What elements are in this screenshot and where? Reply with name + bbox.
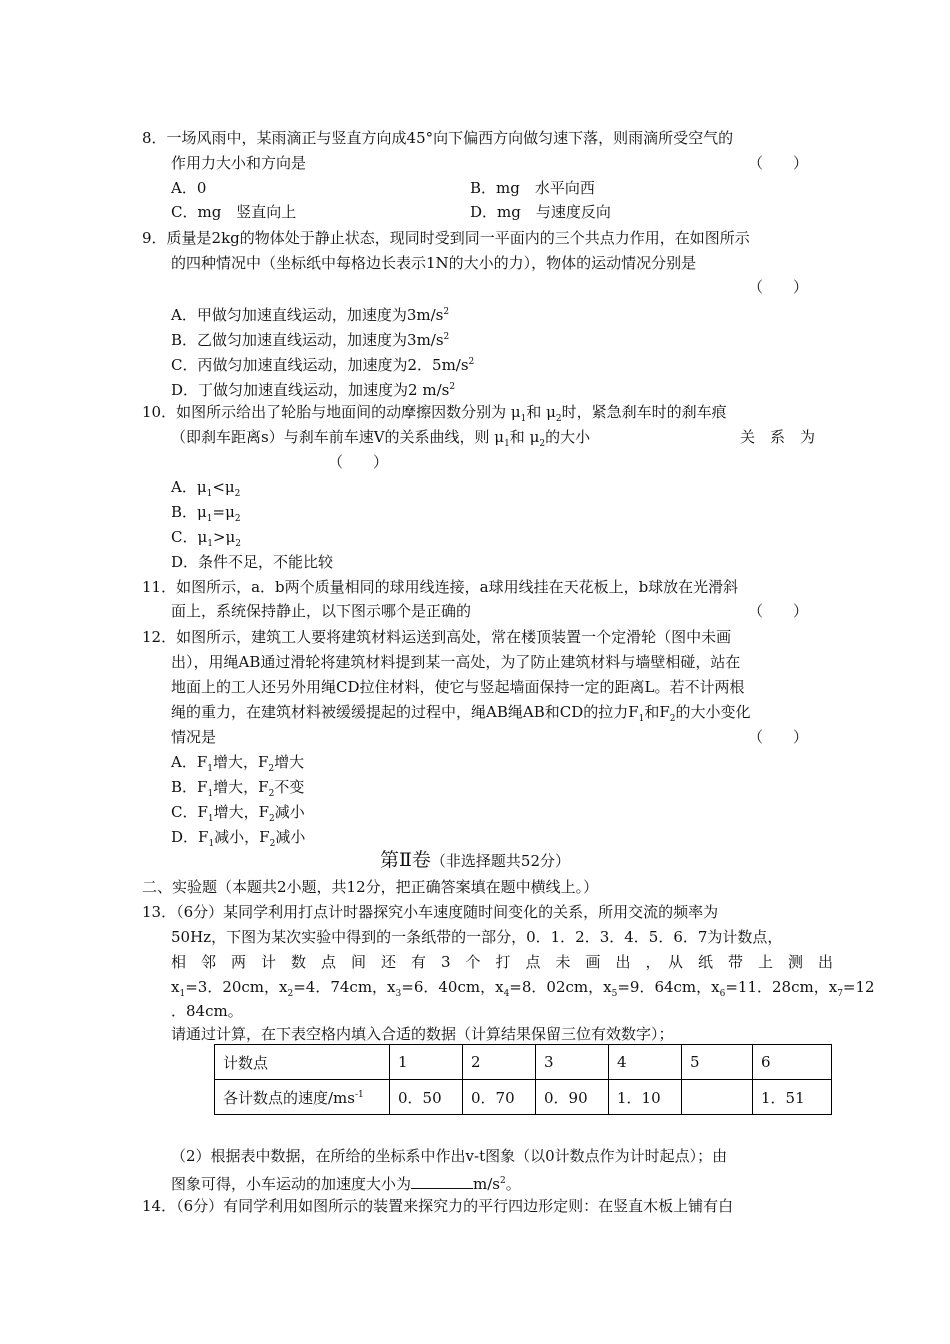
q12-stem-line2: 出），用绳AB通过滑轮将建筑材料提到某一高处，为了防止建筑材料与墙壁相碰，站在 (171, 653, 741, 671)
q8-stem-line2: 作用力大小和方向是 (171, 154, 307, 172)
q9-stem-line1: 9．质量是2kg的物体处于静止状态，现同时受到同一平面内的三个共点力作用，在如图所示 (142, 229, 750, 247)
q12-option-d: D．$F_1$减小，$F_2$减小 (171, 828, 306, 849)
table-cell: 1 (390, 1045, 463, 1080)
table-cell: 4 (609, 1045, 682, 1080)
q9-option-b: B．乙做匀加速直线运动，加速度为$3m/s^2$ (171, 331, 450, 349)
table-cell: 0．50 (390, 1080, 463, 1115)
q10-option-b: B．$\mu_1=\mu_2$ (171, 503, 241, 524)
q13-stem-line4: $x_1=3$．20cm，$x_2=4$．74cm，$x_3=6$．40cm，$x_4=8$．02cm，$x_5=9$．64cm，$x_6=11$．28cm，$x_7=12$ (171, 978, 875, 999)
table-cell: 6 (753, 1045, 832, 1080)
section2-title: 第Ⅱ卷（非选择题共52分） (379, 849, 570, 871)
q11-stem-line2: 面上，系统保持静止，以下图示哪个是正确的 (171, 602, 472, 620)
q11-answer-paren: （ ） (748, 602, 809, 620)
q8-stem-line1: 8．一场风雨中，某雨滴正与竖直方向成45°向下偏西方向做匀速下落，则雨滴所受空气的 (142, 129, 734, 147)
table-cell: 0．70 (463, 1080, 536, 1115)
q13-stem-line2: 50Hz，下图为某次实验中得到的一条纸带的一部分，0．1．2．3．4．5．6．7为计数点， (171, 928, 783, 946)
q12-option-b: B．$F_1$增大，$F_2$不变 (171, 778, 305, 799)
q8-option-d: D．mg 与速度反向 (470, 203, 611, 221)
table-cell-blank (682, 1080, 753, 1115)
q8-option-a: A．0 (171, 179, 207, 197)
q13-instruction: 请通过计算，在下表空格内填入合适的数据（计算结果保留三位有效数字）； (171, 1025, 674, 1043)
q8-answer-paren: （ ） (748, 154, 809, 172)
velocity-table (214, 1044, 832, 1115)
q10-option-d: D．条件不足，不能比较 (171, 553, 334, 571)
q10-stem-line2-tail: 关 系 为 (740, 428, 816, 446)
q9-answer-paren: （ ） (748, 278, 809, 296)
table-cell: 0．90 (536, 1080, 609, 1115)
section2-heading: 二、实验题（本题共2小题，共12分，把正确答案填在题中横线上。） (142, 878, 599, 896)
q12-answer-paren: （ ） (748, 728, 809, 746)
table-row (215, 1045, 832, 1080)
table-cell: 3 (536, 1045, 609, 1080)
q13-stem-line5: ．84cm。 (171, 1002, 243, 1020)
q9-option-c: C．丙做匀加速直线运动，加速度为2．$5m/s^2$ (171, 356, 475, 374)
q10-option-c: C．$\mu_1>\mu_2$ (171, 528, 242, 549)
table-cell: 2 (463, 1045, 536, 1080)
table-cell: 5 (682, 1045, 753, 1080)
q10-option-a: A．$\mu_1<\mu_2$ (171, 478, 241, 499)
q10-stem-line2: （即刹车距离s）与刹车前车速V的关系曲线，则 $\mu_1$和 $\mu_2$的大小 (171, 428, 591, 449)
table-row (215, 1080, 832, 1115)
q13-stem-line1: 13．（6分）某同学利用打点计时器探究小车速度随时间变化的关系，所用交流的频率为 (142, 903, 719, 921)
table-cell-header: 各计数点的速度$/ms^{-1}$ (215, 1080, 390, 1115)
q10-answer-paren: （ ） (328, 453, 389, 471)
q13-part2-line2: 图象可得，小车运动的加速度大小为 $m/s^2$。 (171, 1175, 521, 1193)
q13-part2-line1: （2）根据表中数据，在所给的坐标系中作出v-t图象（以0计数点作为计时起点）；由 (171, 1147, 728, 1165)
q9-stem-line2: 的四种情况中（坐标纸中每格边长表示1N的大小的力），物体的运动情况分别是 (171, 254, 697, 272)
q11-stem-line1: 11．如图所示，a．b两个质量相同的球用线连接，a球用线挂在天花板上，b球放在光滑斜 (142, 578, 739, 596)
q12-option-c: C．$F_1$增大，$F_2$减小 (171, 803, 305, 824)
q14-stem-line1: 14．（6分）有同学利用如图所示的装置来探究力的平行四边形定则：在竖直木板上铺有白 (142, 1197, 734, 1215)
q9-option-a: A．甲做匀加速直线运动，加速度为$3m/s^2$ (171, 306, 450, 324)
q13-stem-line3: 相 邻 两 计 数 点 间 还 有 3 个 打 点 未 画 出 ， 从 纸 带 上 测 出 (171, 953, 834, 971)
q9-option-d: D．丁做匀加速直线运动，加速度为2 $m/s^2$ (171, 381, 456, 399)
q12-stem-line3: 地面上的工人还另外用绳CD拉住材料，使它与竖起墙面保持一定的距离L。若不计两根 (171, 678, 745, 696)
q12-stem-line1: 12．如图所示，建筑工人要将建筑材料运送到高处，常在楼顶装置一个定滑轮（图中未画 (142, 628, 732, 646)
table-cell-header: 计数点 (215, 1045, 390, 1080)
table-cell: 1．10 (609, 1080, 682, 1115)
q12-stem-line4: 绳的重力，在建筑材料被缓缓提起的过程中，绳AB绳AB和CD的拉力$F_1$和$F_2$的大小变化 (171, 703, 751, 724)
q12-stem-line5: 情况是 (171, 728, 217, 746)
q10-stem-line1: 10．如图所示给出了轮胎与地面间的动摩擦因数分别为 $\mu_1$和 $\mu_2$时，紧急刹车时的刹车痕 (142, 403, 727, 424)
q8-option-b: B．mg 水平向西 (470, 179, 595, 197)
q8-option-c: C．mg 竖直向上 (171, 203, 297, 221)
table-cell: 1．51 (753, 1080, 832, 1115)
q12-option-a: A．$F_1$增大，$F_2$增大 (171, 753, 305, 774)
answer-blank (411, 1174, 473, 1189)
